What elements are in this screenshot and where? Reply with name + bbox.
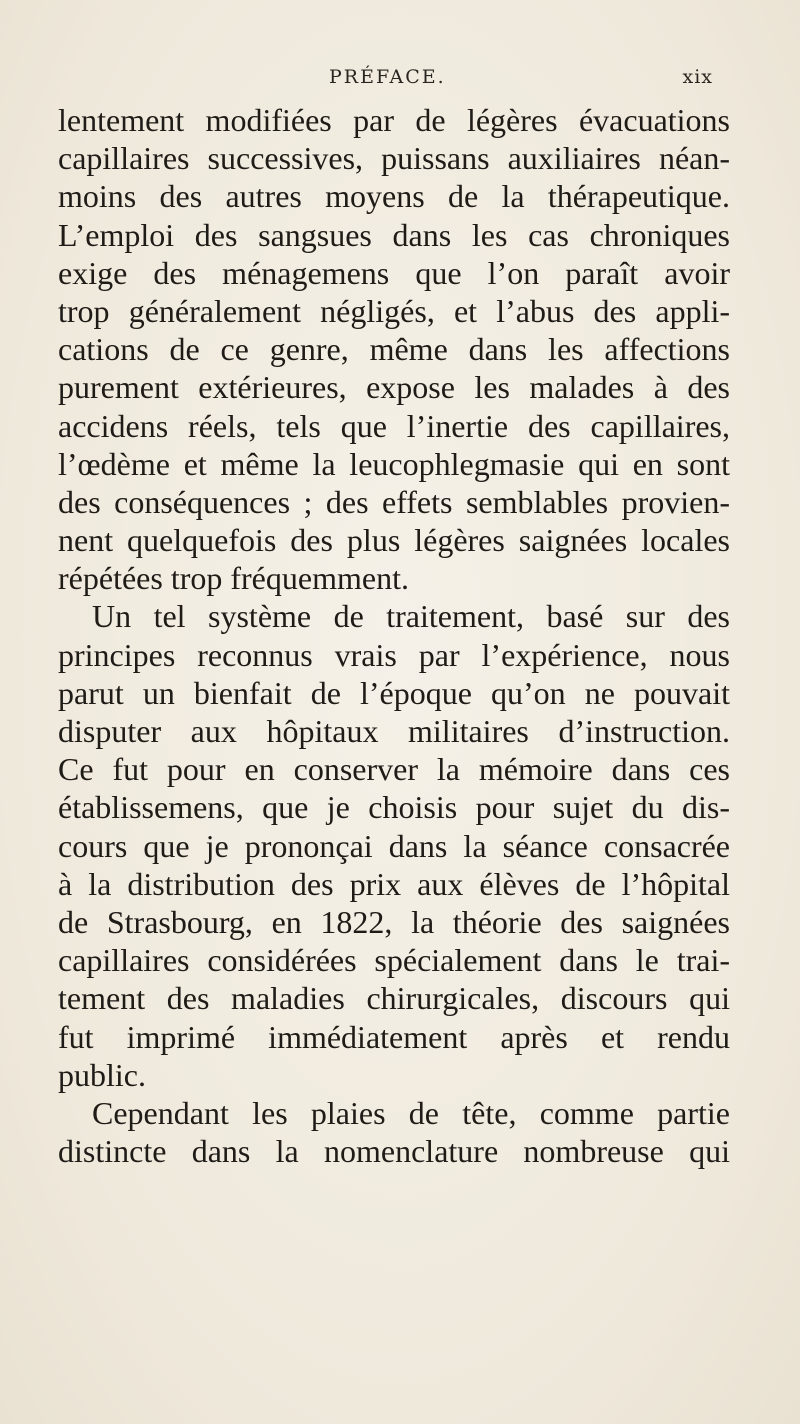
text-line: trop généralement négligés, et l’abus des appli- bbox=[58, 292, 730, 329]
text-line: établissemens, que je choisis pour sujet du dis- bbox=[58, 789, 730, 826]
text-line: des conséquences ; des effets semblables provien- bbox=[58, 483, 730, 520]
text-line: exige des ménagemens que l’on paraît avoir bbox=[58, 254, 730, 291]
text-line: lentement modifiées par de légères évacuations bbox=[58, 102, 730, 138]
text-line: principes reconnus vrais par l’expérience, nous bbox=[58, 636, 730, 673]
text-line: capillaires considérées spécialement dans le trai- bbox=[58, 942, 730, 979]
text-line: cations de ce genre, même dans les affections bbox=[58, 331, 730, 368]
text-line: accidens réels, tels que l’inertie des capillaires, bbox=[58, 407, 730, 444]
text-line: purement extérieures, expose les malades à des bbox=[58, 369, 730, 406]
page-number: xix bbox=[682, 66, 713, 88]
text-line: parut un bienfait de l’époque qu’on ne pouvait bbox=[58, 674, 730, 711]
text-line: tement des maladies chirurgicales, discours qui bbox=[58, 980, 730, 1017]
running-head-title: PRÉFACE. bbox=[329, 66, 446, 88]
paragraph bbox=[58, 597, 730, 1093]
text-line: capillaires successives, puissans auxiliaires néan- bbox=[58, 140, 730, 177]
text-line: de Strasbourg, en 1822, la théorie des saignées bbox=[58, 903, 730, 940]
text-line: Un tel système de traitement, basé sur des bbox=[92, 598, 730, 635]
text-line: L’emploi des sangsues dans les cas chroniques bbox=[58, 216, 730, 253]
body-text bbox=[58, 101, 730, 1170]
text-line: fut imprimé immédiatement après et rendu bbox=[58, 1018, 730, 1055]
paragraph bbox=[58, 101, 730, 597]
text-line: disputer aux hôpitaux militaires d’instruction. bbox=[58, 713, 730, 749]
text-line: à la distribution des prix aux élèves de l’hôpital bbox=[58, 865, 730, 902]
text-line: l’œdème et même la leucophlegmasie qui en sont bbox=[58, 445, 730, 482]
text-line: répétées trop fréquemment. bbox=[58, 560, 409, 597]
text-line: public. bbox=[58, 1056, 146, 1093]
text-line: Cependant les plaies de tête, comme partie bbox=[92, 1094, 730, 1131]
text-line: Ce fut pour en conserver la mémoire dans ces bbox=[58, 751, 730, 788]
text-line: moins des autres moyens de la thérapeutique. bbox=[58, 178, 730, 215]
text-line: distincte dans la nomenclature nombreuse qui bbox=[58, 1133, 730, 1170]
running-head bbox=[0, 62, 800, 92]
paragraph bbox=[58, 1094, 730, 1170]
text-line: cours que je prononçai dans la séance consacrée bbox=[58, 827, 730, 864]
text-line: nent quelquefois des plus légères saignées locales bbox=[58, 522, 730, 559]
